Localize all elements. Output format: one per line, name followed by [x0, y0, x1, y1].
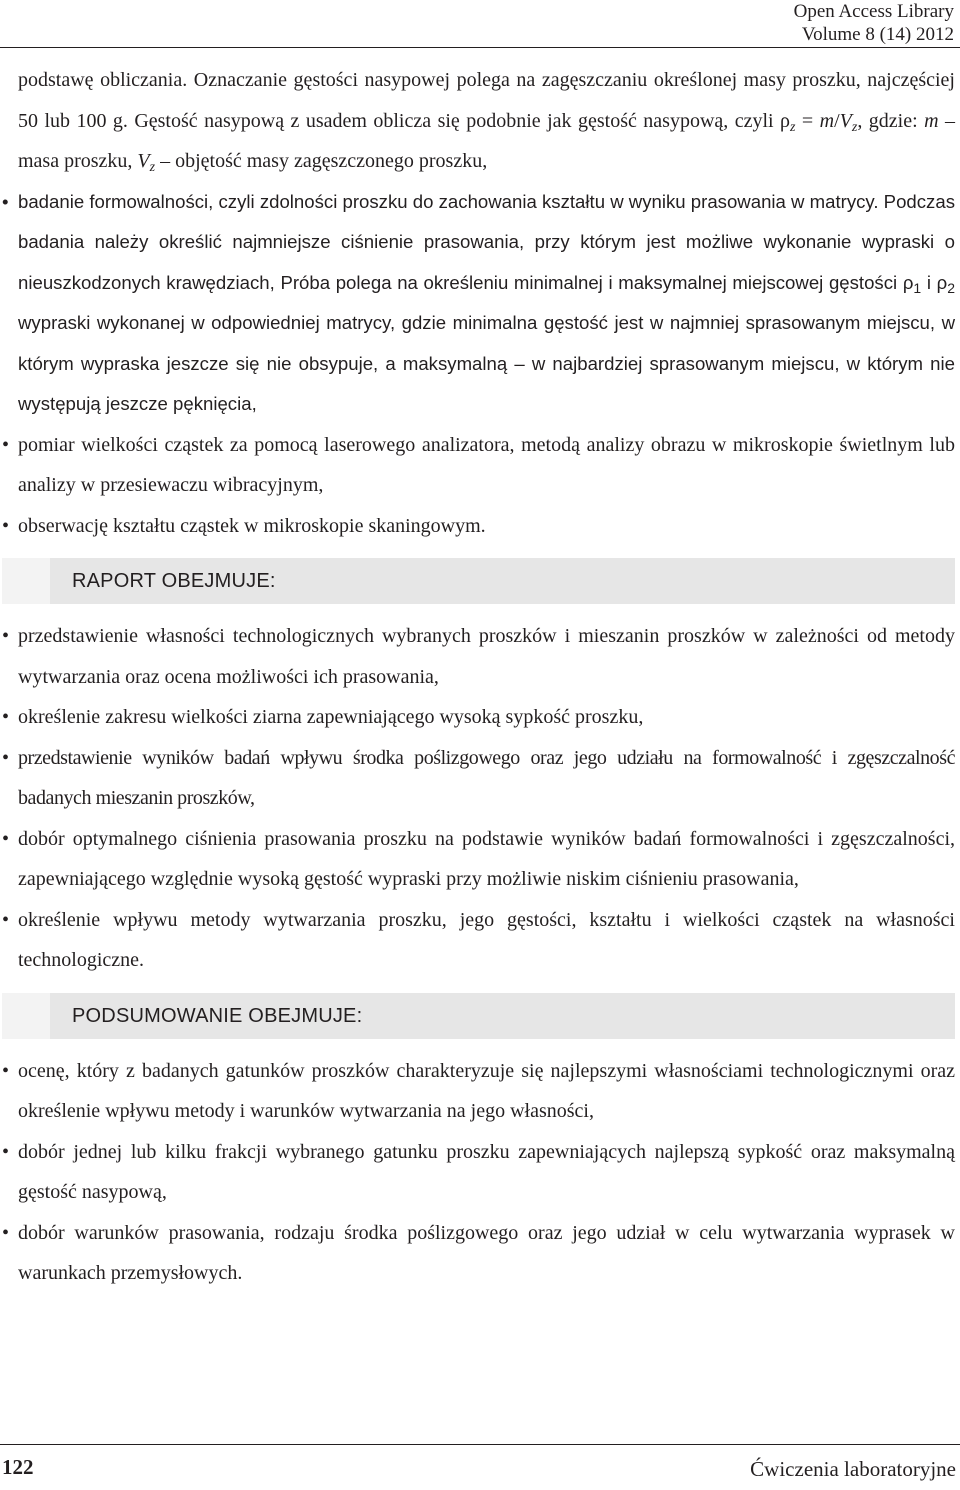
- subscript-z: z: [790, 119, 796, 135]
- bullet-icon: •: [2, 433, 10, 456]
- equals-sign: =: [795, 109, 820, 132]
- footer-title: Ćwiczenia laboratoryjne: [750, 1457, 956, 1481]
- slash-symbol: /: [834, 109, 840, 132]
- page-body: [2, 60, 955, 1294]
- list-item-text: dobór jednej lub kilku frakcji wybranego gatunku proszku zapewniających najlepszą sypkość oraz maksymalną gęstość nasypową,: [18, 1140, 955, 1203]
- list-item-text: dobór warunków prasowania, rodzaju środka poślizgowego oraz jego udział w celu wytwarzania wyprasek w warunkach przemysłowych.: [18, 1221, 955, 1284]
- page-number: 122: [2, 1455, 34, 1479]
- list-item: [2, 900, 955, 981]
- section-title: PODSUMOWANIE OBEJMUJE:: [72, 1004, 363, 1027]
- list-item: [2, 506, 955, 547]
- subscript-z: z: [149, 160, 156, 175]
- volume-description: – objętość masy zagęszczonego proszku,: [155, 150, 488, 172]
- section-header-tab: [2, 993, 50, 1039]
- bullet-icon: •: [2, 908, 10, 931]
- list-item: [2, 697, 955, 738]
- list-item: [2, 738, 955, 819]
- list-item: [2, 182, 955, 425]
- running-header: [794, 0, 954, 46]
- bullet-icon: •: [2, 827, 10, 850]
- subscript-1: 1: [913, 279, 922, 296]
- mass-description: – masa proszku,: [18, 109, 956, 172]
- formula-tail: , gdzie:: [857, 109, 925, 132]
- volume-symbol: V: [839, 109, 852, 132]
- list-item-text: ocenę, który z badanych gatunków proszków charakteryzuje się najlepszymi własnościami technologicznymi oraz określenie wpływu metody i warunków wytwarzania na jego własności,: [18, 1059, 955, 1122]
- bullet-icon: •: [2, 514, 10, 537]
- list-item: [2, 1132, 955, 1213]
- list-item: [2, 819, 955, 900]
- list-item: [2, 425, 955, 506]
- mass-symbol: m: [924, 109, 939, 132]
- list-item-text: dobór optymalnego ciśnienia prasowania proszku na podstawie wyników badań formowalności i zgęszczalności, zapewniającego względnie wysoką gęstość wypraski przy możliwie niskim ciśnieniu prasowania,: [18, 827, 955, 890]
- conjunction-text: i: [921, 271, 937, 293]
- bullet-icon: •: [2, 190, 9, 212]
- bullet-icon: •: [2, 625, 10, 647]
- bullet-icon: •: [2, 1059, 10, 1082]
- list-item: [2, 1213, 955, 1294]
- list-item: [2, 1051, 955, 1132]
- section-header-tab: [2, 558, 50, 604]
- journal-name: Open Access Library: [793, 1, 954, 22]
- list-item-text: określenie wpływu metody wytwarzania proszku, jego gęstości, kształtu i wielkości cząstek na własności technologiczne.: [18, 908, 955, 971]
- bullet-icon: •: [2, 746, 9, 769]
- journal-volume: Volume 8 (14) 2012: [801, 24, 954, 45]
- mass-symbol: m: [819, 109, 835, 132]
- list-item-text: pomiar wielkości cząstek za pomocą laserowego analizatora, metodą analizy obrazu w mikroskopie świetlnym lub analizy w przesiewaczu wibracyjnym,: [18, 433, 955, 496]
- bullet-icon: •: [2, 1221, 10, 1244]
- rho-symbol: ρ: [902, 271, 914, 293]
- subscript-z: z: [851, 119, 858, 135]
- section-title: RAPORT OBEJMUJE:: [72, 570, 276, 592]
- list-item-text: przedstawienie własności technologicznych wybranych proszków i mieszanin proszków w zależności od metody wytwarzania oraz ocena możliwości ich prasowania,: [18, 625, 955, 688]
- list-item-text: obserwację kształtu cząstek w mikroskopie skaningowym.: [18, 514, 486, 537]
- list-item-text: przedstawienie wyników badań wpływu środka poślizgowego oraz jego udziału na formowalność i zgęszczalność badanych mieszanin proszków,: [18, 746, 955, 809]
- bullet-icon: •: [2, 706, 10, 728]
- rho-symbol: ρ: [936, 271, 948, 293]
- volume-symbol: V: [137, 150, 150, 172]
- intro-paragraph: [2, 60, 955, 182]
- section-header-raport: [2, 558, 955, 604]
- list-item-text: określenie zakresu wielkości ziarna zapewniającego wysoką sypkość proszku,: [18, 706, 644, 728]
- list-item: [2, 616, 955, 697]
- section-header-podsumowanie: [2, 993, 955, 1039]
- intro-text: podstawę obliczania. Oznaczanie gęstości nasypowej polega na zagęszczaniu określonej masy proszku, najczęściej 50 lub 100 g. Gęstość nasypową z usadem oblicza się podobnie jak gęstość nasypową, czyli: [18, 69, 955, 132]
- rho-symbol: ρ: [780, 109, 791, 132]
- list-item-text: wypraski wykonanej w odpowiedniej matrycy, gdzie minimalna gęstość jest w najmniej sprasowanym miejscu, w którym wypraska jeszcze się nie obsypuje, a maksymalną – w najbardziej sprasowanym miejscu, w którym nie występują jeszcze pęknięcia,: [18, 312, 955, 414]
- subscript-2: 2: [947, 279, 955, 296]
- header-divider: [0, 47, 960, 48]
- bullet-icon: •: [2, 1140, 10, 1163]
- list-item-text: badanie formowalności, czyli zdolności proszku do zachowania kształtu w wyniku prasowania w matrycy. Podczas badania należy określić najmniejsze ciśnienie prasowania, przy którym jest możliwe wykonanie wypraski o nieuszkodzonych krawędziach, Próba polega na określeniu minimalnej i maksymalnej miejscowej gęstości: [18, 190, 955, 293]
- footer-divider: [0, 1444, 960, 1445]
